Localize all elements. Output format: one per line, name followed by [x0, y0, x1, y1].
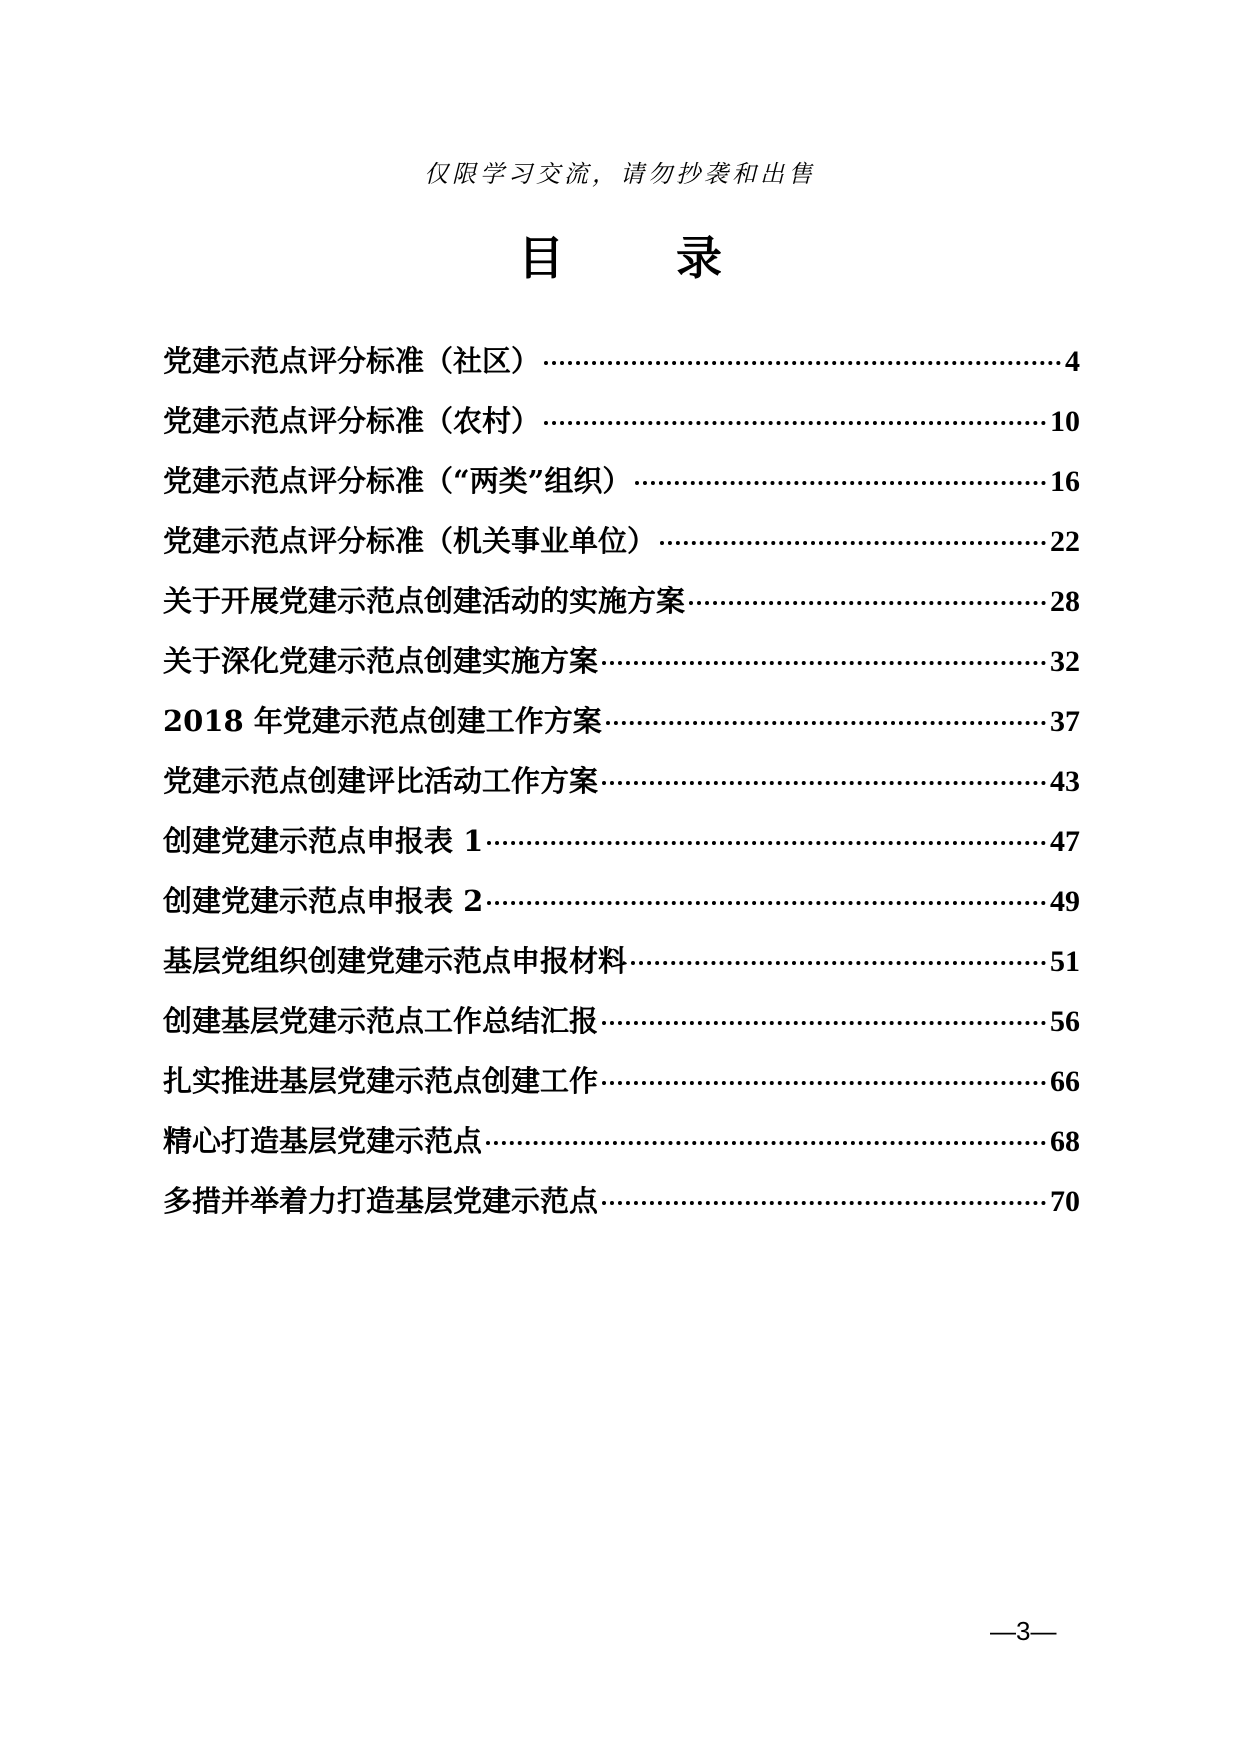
toc-entry-title: 党建示范点创建评比活动工作方案	[163, 764, 599, 798]
toc-entry-title: 多措并举着力打造基层党建示范点	[163, 1184, 599, 1218]
toc-dot-leader	[606, 721, 1046, 725]
toc-entry-title: 创建基层党建示范点工作总结汇报	[163, 1004, 599, 1038]
toc-dot-leader	[660, 541, 1046, 545]
copyright-notice: 仅限学习交流，请勿抄袭和出售	[424, 160, 816, 188]
toc-entry[interactable]	[163, 879, 1080, 939]
toc-dot-leader	[544, 361, 1061, 365]
toc-entry[interactable]	[163, 819, 1080, 879]
toc-dot-leader	[602, 1081, 1046, 1085]
toc-entry-page: 22	[1050, 525, 1080, 558]
toc-entry[interactable]	[163, 399, 1080, 459]
toc-entry[interactable]	[163, 699, 1080, 759]
toc-entry-title: 党建示范点评分标准（农村）	[163, 404, 541, 438]
toc-entry[interactable]	[163, 639, 1080, 699]
toc-entry-page: 68	[1050, 1125, 1080, 1158]
toc-dot-leader	[486, 1141, 1046, 1145]
toc-entry-title: 关于开展党建示范点创建活动的实施方案	[163, 584, 686, 618]
toc-entry-title: 党建示范点评分标准（机关事业单位）	[163, 524, 657, 558]
toc-dot-leader	[602, 1021, 1046, 1025]
toc-dot-leader	[631, 961, 1046, 965]
toc-dot-leader	[689, 601, 1046, 605]
toc-entry-title: 扎实推进基层党建示范点创建工作	[163, 1064, 599, 1098]
toc-entry-title: 创建党建示范点申报表 2	[163, 884, 484, 918]
toc-entry-page: 66	[1050, 1065, 1080, 1098]
page-title: 目 录	[517, 231, 770, 285]
toc-dot-leader	[487, 841, 1046, 845]
toc-entry-title: 2018 年党建示范点创建工作方案	[163, 704, 602, 738]
toc-entry-page: 28	[1050, 585, 1080, 618]
toc-entry-page: 43	[1050, 765, 1080, 798]
toc-entry-page: 47	[1050, 825, 1080, 858]
toc-entry[interactable]	[163, 999, 1080, 1059]
toc-entry-page: 32	[1050, 645, 1080, 678]
toc-entry-title: 党建示范点评分标准（“两类”组织）	[163, 464, 632, 498]
toc-entry[interactable]	[163, 1059, 1080, 1119]
toc-dot-leader	[602, 1201, 1046, 1205]
toc-entry[interactable]	[163, 939, 1080, 999]
toc-entry-title: 精心打造基层党建示范点	[163, 1124, 483, 1158]
toc-entry[interactable]	[163, 579, 1080, 639]
toc-entry[interactable]	[163, 519, 1080, 579]
toc-entry-title: 关于深化党建示范点创建实施方案	[163, 644, 599, 678]
toc-entry-page: 51	[1050, 945, 1080, 978]
toc-entry-title: 党建示范点评分标准（社区）	[163, 344, 541, 378]
toc-entry-page: 16	[1050, 465, 1080, 498]
toc-entry-page: 49	[1050, 885, 1080, 918]
toc-dot-leader	[487, 901, 1046, 905]
toc-entry-page: 4	[1065, 345, 1080, 378]
page-number: —3—	[990, 1616, 1057, 1646]
toc-entry-page: 10	[1050, 405, 1080, 438]
toc-entry[interactable]	[163, 339, 1080, 399]
toc-entry-page: 70	[1050, 1185, 1080, 1218]
toc-entry-page: 56	[1050, 1005, 1080, 1038]
toc-entry[interactable]	[163, 759, 1080, 819]
table-of-contents	[163, 339, 1080, 1239]
toc-entry[interactable]	[163, 1179, 1080, 1239]
toc-entry[interactable]	[163, 459, 1080, 519]
toc-dot-leader	[635, 481, 1046, 485]
toc-entry-title: 创建党建示范点申报表 1	[163, 824, 484, 858]
toc-entry-page: 37	[1050, 705, 1080, 738]
toc-entry-title: 基层党组织创建党建示范点申报材料	[163, 944, 628, 978]
toc-dot-leader	[602, 781, 1046, 785]
toc-entry[interactable]	[163, 1119, 1080, 1179]
toc-dot-leader	[602, 661, 1046, 665]
toc-dot-leader	[544, 421, 1046, 425]
